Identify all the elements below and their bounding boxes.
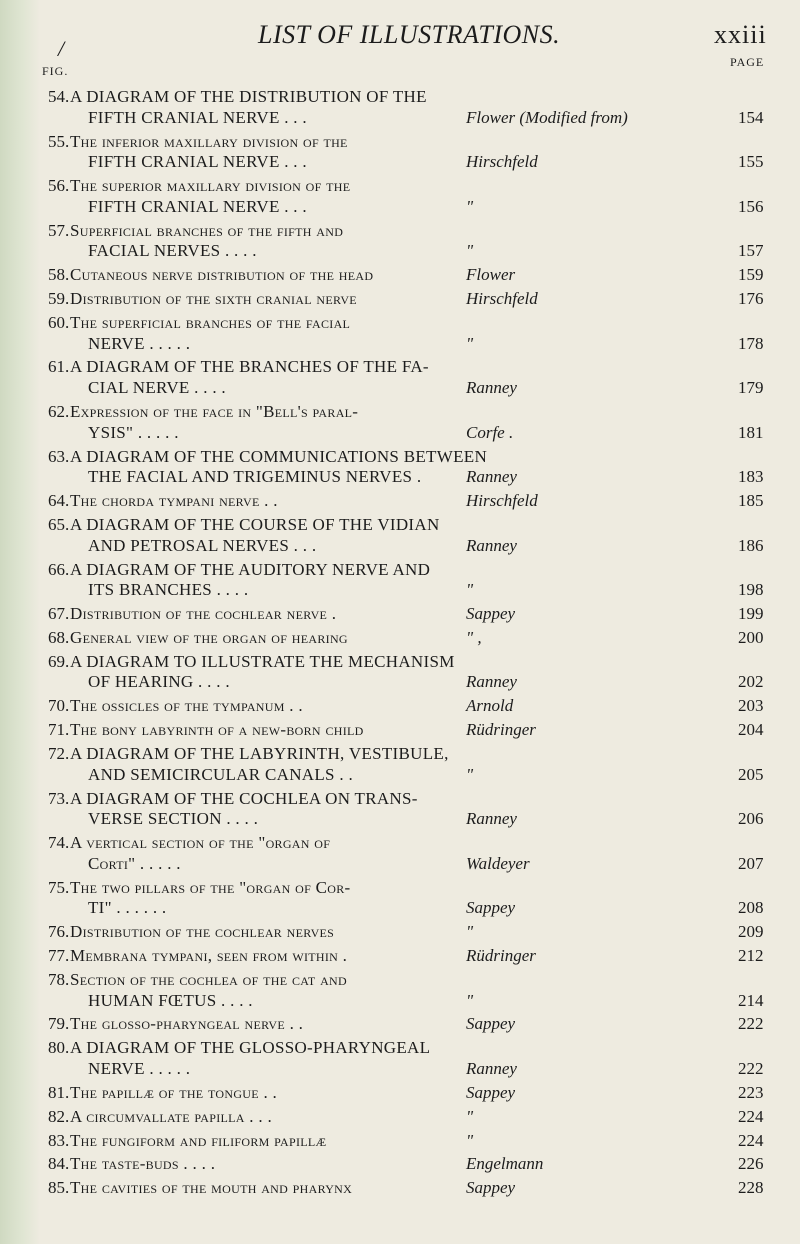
page-number: 200 (738, 627, 764, 647)
entry-title: A DIAGRAM OF THE GLOSSO-PHARYNGEAL (70, 1038, 431, 1058)
entry-title: The bony labyrinth of a new-born child (70, 720, 364, 740)
entry-title: The cavities of the mouth and pharynx (70, 1178, 353, 1198)
page-number: 209 (738, 922, 764, 942)
figure-number: 81. (48, 1082, 70, 1102)
page-number: 181 (738, 422, 764, 442)
source-name: Ranney (466, 378, 517, 398)
entry-title: Membrana tympani, seen from within . (70, 946, 348, 966)
source-name: Sappey (466, 1082, 516, 1102)
fig-column-heading: FIG. (42, 64, 69, 78)
page-number: 222 (738, 1014, 764, 1034)
entry-title: The papillæ of the tongue . . (70, 1082, 278, 1102)
source-name: Ranney (466, 1058, 517, 1078)
figure-number: 61. (48, 357, 70, 377)
entry-title: Superficial branches of the fifth and (70, 220, 344, 240)
entry-title: The chorda tympani nerve . . (70, 491, 278, 511)
figure-number: 55. (48, 131, 70, 151)
entry-title-continued: NERVE . . . . . (88, 1058, 191, 1078)
page-number: 154 (738, 107, 764, 127)
folio-number: xxiii (714, 20, 767, 49)
entry-title-continued: ITS BRANCHES . . . . (88, 580, 249, 600)
source-name: " , (466, 627, 482, 647)
page-spine-shadow (0, 0, 40, 1244)
figure-number: 65. (48, 514, 70, 534)
page-number: 159 (738, 265, 764, 285)
source-name: " (466, 580, 474, 600)
entry-title: General view of the organ of hearing (70, 627, 348, 647)
entry-title: A DIAGRAM OF THE COCHLEA ON TRANS- (70, 788, 418, 808)
page-number: 176 (738, 289, 764, 309)
page-number: 205 (738, 764, 764, 784)
source-name: " (466, 1130, 474, 1150)
source-name: " (466, 764, 474, 784)
source-name: Rüdringer (466, 720, 536, 740)
source-name: Ranney (466, 467, 517, 487)
source-name: " (466, 990, 474, 1010)
page-number: 206 (738, 809, 764, 829)
figure-number: 80. (48, 1038, 70, 1058)
figure-number: 82. (48, 1106, 70, 1126)
entry-title-continued: FIFTH CRANIAL NERVE . . . (88, 152, 307, 172)
page-number: 183 (738, 467, 764, 487)
figure-number: 67. (48, 604, 70, 624)
page-number: 198 (738, 580, 764, 600)
entry-title: A DIAGRAM OF THE LABYRINTH, VESTIBULE, (70, 744, 449, 763)
page-number: 156 (738, 196, 764, 216)
figure-number: 66. (48, 559, 70, 579)
figure-number: 72. (48, 744, 70, 763)
page-number: 226 (738, 1154, 764, 1174)
entry-title: Section of the cochlea of the cat and (70, 969, 347, 989)
source-name: Ranney (466, 809, 517, 829)
source-name: Waldeyer (466, 853, 530, 873)
entry-title: The fungiform and filiform papillæ (70, 1130, 327, 1150)
source-name: Flower (Modified from) (466, 107, 628, 127)
source-name: Ranney (466, 535, 517, 555)
entry-title-continued: AND SEMICIRCULAR CANALS . . (88, 764, 354, 784)
figure-number: 85. (48, 1178, 70, 1198)
source-name: Flower (466, 265, 516, 285)
figure-number: 68. (48, 627, 70, 647)
entry-title: Cutaneous nerve distribution of the head (70, 265, 374, 285)
figure-number: 84. (48, 1154, 70, 1174)
page-number: 199 (738, 604, 764, 624)
page-column-heading: PAGE (730, 55, 765, 69)
figure-number: 77. (48, 946, 70, 966)
page-number: 224 (738, 1130, 764, 1150)
figure-number: 58. (48, 265, 70, 285)
entry-title-continued: TI" . . . . . . (88, 898, 167, 918)
figure-number: 57. (48, 220, 70, 240)
entry-title: A DIAGRAM OF THE DISTRIBUTION OF THE (70, 87, 427, 106)
running-title: LIST OF ILLUSTRATIONS. (258, 20, 561, 49)
entry-title-continued: YSIS" . . . . . (88, 422, 179, 442)
source-name: Sappey (466, 898, 516, 918)
entry-title: Distribution of the cochlear nerve . (70, 604, 337, 624)
source-name: Hirschfeld (466, 289, 538, 309)
source-name: Engelmann (466, 1154, 544, 1174)
entry-title: The superior maxillary division of the (70, 176, 351, 196)
page-number: 157 (738, 241, 764, 261)
figure-number: 70. (48, 696, 70, 716)
figure-number: 64. (48, 491, 70, 511)
figure-number: 63. (48, 446, 70, 466)
page-number: 185 (738, 491, 764, 511)
entry-title: The superficial branches of the facial (70, 312, 351, 332)
entry-title: A DIAGRAM OF THE COURSE OF THE VIDIAN (70, 514, 440, 534)
source-name: Corfe . (466, 422, 514, 442)
page-number: 212 (738, 946, 764, 966)
entry-title: A vertical section of the "organ of (70, 833, 331, 853)
entry-title: The ossicles of the tympanum . . (70, 696, 303, 716)
entry-title-continued: THE FACIAL AND TRIGEMINUS NERVES . (88, 467, 422, 487)
page-number: 203 (738, 696, 764, 716)
source-name: " (466, 196, 474, 216)
entry-title-continued: OF HEARING . . . . (88, 672, 230, 692)
figure-number: 69. (48, 651, 70, 671)
source-name: " (466, 922, 474, 942)
entry-title-continued: CIAL NERVE . . . . (88, 378, 226, 398)
page-number: 204 (738, 720, 764, 740)
entry-title: A DIAGRAM OF THE BRANCHES OF THE FA- (70, 357, 429, 377)
source-name: Sappey (466, 604, 516, 624)
source-name: Ranney (466, 672, 517, 692)
entry-title-continued: Corti" . . . . . (88, 853, 181, 873)
page-number: 207 (738, 853, 764, 873)
figure-number: 71. (48, 720, 70, 740)
entry-title: The glosso-pharyngeal nerve . . (70, 1014, 304, 1034)
figure-number: 59. (48, 289, 70, 309)
page-number: 223 (738, 1082, 764, 1102)
entry-title-continued: VERSE SECTION . . . . (88, 809, 259, 829)
page-number: 179 (738, 378, 764, 398)
source-name: Hirschfeld (466, 152, 538, 172)
page-number: 186 (738, 535, 764, 555)
entry-title: A circumvallate papilla . . . (70, 1106, 273, 1126)
page-number: 214 (738, 990, 764, 1010)
figure-number: 78. (48, 969, 70, 989)
figure-number: 62. (48, 402, 70, 421)
entry-title: The inferior maxillary division of the (70, 131, 348, 151)
entry-title: A DIAGRAM TO ILLUSTRATE THE MECHANISM (70, 651, 455, 671)
entry-title-continued: FIFTH CRANIAL NERVE . . . (88, 196, 307, 216)
figure-number: 74. (48, 833, 70, 853)
figure-number: 79. (48, 1014, 70, 1034)
figure-number: 54. (48, 87, 70, 106)
entry-title: Expression of the face in "Bell's paral- (70, 402, 359, 421)
source-name: " (466, 241, 474, 261)
source-name: Sappey (466, 1014, 516, 1034)
source-name: " (466, 1106, 474, 1126)
page-number: 228 (738, 1178, 764, 1198)
page-number: 208 (738, 898, 764, 918)
figure-number: 76. (48, 922, 70, 942)
page-number: 222 (738, 1058, 764, 1078)
entry-title: Distribution of the cochlear nerves (70, 922, 335, 942)
page-header (0, 14, 800, 61)
source-name: Rüdringer (466, 946, 536, 966)
page-number: 202 (738, 672, 764, 692)
figure-number: 56. (48, 176, 70, 196)
source-name: Hirschfeld (466, 491, 538, 511)
entry-title: The two pillars of the "organ of Cor- (70, 877, 351, 897)
entry-title: A DIAGRAM OF THE AUDITORY NERVE AND (70, 559, 431, 579)
corner-mark: / (58, 36, 65, 61)
entry-title-continued: FIFTH CRANIAL NERVE . . . (88, 107, 307, 127)
figure-number: 75. (48, 877, 70, 897)
page-number: 224 (738, 1106, 764, 1126)
page-number: 155 (738, 152, 764, 172)
entry-title: The taste-buds . . . . (70, 1154, 216, 1174)
source-name: " (466, 333, 474, 353)
entry-title: A DIAGRAM OF THE COMMUNICATIONS BETWEEN (70, 446, 488, 466)
source-name: Arnold (466, 696, 514, 716)
figure-number: 60. (48, 312, 70, 332)
entry-title-continued: FACIAL NERVES . . . . (88, 241, 257, 261)
entry-title-continued: NERVE . . . . . (88, 333, 191, 353)
figure-number: 73. (48, 788, 70, 808)
page-number: 178 (738, 333, 764, 353)
entry-title: Distribution of the sixth cranial nerve (70, 289, 357, 309)
entry-title-continued: AND PETROSAL NERVES . . . (88, 535, 317, 555)
figure-number: 83. (48, 1130, 70, 1150)
entry-title-continued: HUMAN FŒTUS . . . . (88, 990, 253, 1010)
source-name: Sappey (466, 1178, 516, 1198)
